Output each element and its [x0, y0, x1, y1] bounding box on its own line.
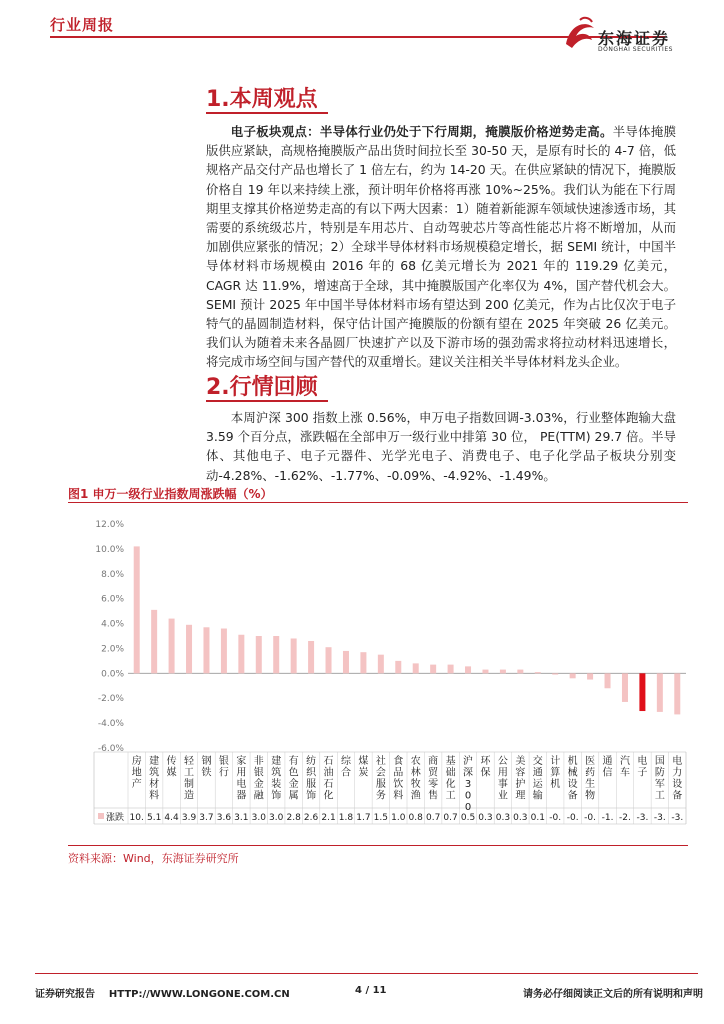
section2-underline — [206, 400, 328, 402]
category-label: 房地产 — [131, 756, 142, 790]
bar-钢铁 — [203, 627, 209, 673]
bar-医药生物 — [587, 673, 593, 679]
page-number: 4 / 11 — [355, 985, 387, 996]
category-label: 公用事业 — [497, 756, 508, 802]
value-label: 0.8 — [408, 813, 423, 823]
category-label: 非银金融 — [253, 756, 264, 802]
section1-lead: 电子板块观点：半导体行业仍处于下行周期，掩膜版价格逆势走高。 — [230, 124, 613, 139]
category-label: 环保 — [480, 756, 491, 779]
bar-食品饮料 — [395, 661, 401, 673]
category-label: 电子 — [637, 756, 648, 779]
footer-disclaimer: 请务必仔细阅读正文后的所有说明和声明 — [523, 989, 703, 1000]
value-label: 4.4 — [164, 813, 179, 823]
bar-建筑装饰 — [273, 636, 279, 673]
y-tick-label: 4.0% — [101, 619, 124, 630]
bar-交通运输 — [535, 672, 541, 673]
value-label: 2.6 — [303, 813, 319, 823]
value-label: 3.1 — [234, 813, 249, 823]
section1-paragraph — [206, 122, 676, 372]
logo-dragon-icon — [560, 14, 600, 54]
value-label: 0.1 — [530, 813, 545, 823]
figure-source: 资料来源：Wind，东海证券研究所 — [68, 852, 239, 865]
value-label: 3.9 — [181, 813, 197, 823]
value-label: -1. — [601, 813, 614, 823]
value-label: 1.7 — [356, 813, 371, 823]
category-label: 基础化工 — [445, 756, 456, 802]
legend-swatch — [98, 813, 104, 819]
bar-纺织服饰 — [308, 641, 314, 673]
bar-chart — [68, 508, 690, 843]
category-label: 钢铁 — [201, 756, 212, 779]
y-tick-label: -4.0% — [97, 719, 124, 730]
value-label: -0. — [566, 813, 579, 823]
value-label: 0.3 — [513, 813, 528, 823]
category-label: 综合 — [340, 756, 351, 779]
bar-社会服务 — [378, 655, 384, 674]
bar-电力设备 — [674, 673, 680, 714]
category-label: 有色金属 — [288, 756, 299, 802]
value-label: -3. — [671, 813, 684, 823]
y-tick-label: 12.0% — [95, 520, 124, 530]
bar-建筑材料 — [151, 610, 157, 673]
bar-环保 — [482, 670, 488, 674]
bar-有色金属 — [291, 638, 297, 673]
value-label: 3.6 — [216, 813, 232, 823]
y-tick-label: 0.0% — [101, 669, 124, 680]
y-tick-label: 2.0% — [101, 644, 124, 655]
value-label: 3.7 — [199, 813, 214, 823]
value-label: 2.1 — [321, 813, 336, 823]
bar-房地产 — [134, 546, 140, 673]
section1-underline — [206, 112, 328, 114]
bar-石油石化 — [326, 647, 332, 673]
value-label: -3. — [653, 813, 666, 823]
value-label: -0. — [584, 813, 597, 823]
y-tick-label: -2.0% — [97, 694, 124, 705]
value-label: -3. — [636, 813, 649, 823]
footer-divider — [35, 973, 698, 974]
value-label: 5.1 — [146, 813, 162, 823]
bar-综合 — [343, 651, 349, 673]
bar-机械设备 — [570, 673, 576, 678]
value-label: 0.3 — [478, 813, 493, 823]
category-label: 交通运输 — [532, 756, 543, 802]
category-label: 煤炭 — [358, 756, 369, 779]
bar-汽车 — [622, 673, 628, 702]
bar-电子 — [639, 673, 645, 711]
bar-传媒 — [169, 619, 175, 674]
value-label: 3.0 — [269, 813, 284, 823]
category-label: 机械设备 — [567, 756, 578, 802]
bar-chart-svg — [68, 508, 690, 843]
category-label: 通信 — [602, 756, 613, 779]
value-label: -0. — [549, 813, 562, 823]
category-label: 农林牧渔 — [410, 756, 421, 802]
category-label: 纺织服饰 — [306, 756, 317, 802]
report-type: 行业周报 — [50, 16, 115, 34]
section1-body: 半导体掩膜版供应紧缺，高规格掩膜版产品出货时间拉长至 30-50 天，是原有时长的 4-7 倍，低规格产品交付产品也增长了 1 倍左右，约为 14-20 天。在供应紧缺的情况下，掩膜版价格自 19 年以来持续上涨，预计明年价格将再涨 10%~25%。我们认为能在下行周期里支撑其价格逆势走高的有以下两大因素：1）随着新能源车领域快速渗透市场，其需要的系统级芯片，特别是车用芯片、自动驾驶芯片等高性能芯片将不断增加，从而加剧供应紧张的情况；2）全球半导体材料市场规模稳定增长，据 SEMI 统计，中国半导体材料市场规模由 2016 年的 68 亿美元增长为 2021 年的 119.29 亿美元，CAGR 达 11.9%，增速高于全球，其中掩膜版国产化率仅为 4%，国产替代机会大。SEMI 预计 2025 年中国半导体材料市场有望达到 200 亿美元，作为占比仅次于电子特气的晶圆制造材料，保守估计国产掩膜版的份额有望在 2025 年突破 26 亿美元。我们认为随着未来各晶圆厂快速扩产以及下游市场的强劲需求将拉动材料迅速增长，将完成市场空间与国产替代的双重增长。建议关注相关半导体材料龙头企业。 — [206, 124, 677, 370]
category-label: 电力设备 — [672, 756, 683, 802]
bar-沪深300 — [465, 666, 471, 673]
value-label: 10. — [129, 813, 144, 823]
y-tick-label: 6.0% — [101, 594, 124, 605]
bar-商贸零售 — [430, 665, 436, 674]
category-label: 食品饮料 — [393, 756, 404, 802]
bar-通信 — [605, 673, 611, 688]
value-label: 0.3 — [495, 813, 511, 823]
value-label: 1.0 — [391, 813, 406, 823]
y-tick-label: 8.0% — [101, 569, 124, 580]
category-label: 沪深 3 0 0 — [463, 756, 474, 813]
value-label: 2.8 — [286, 813, 301, 823]
value-label: 0.7 — [425, 813, 441, 823]
category-label: 计算机 — [550, 756, 561, 790]
bar-非银金融 — [256, 636, 262, 673]
logo-text-cn: 东海证券 — [598, 29, 671, 48]
figure-bottom-divider — [68, 845, 688, 846]
bar-计算机 — [552, 673, 558, 674]
value-label: 3.0 — [251, 813, 266, 823]
category-label: 国防军工 — [654, 756, 665, 802]
value-label: 0.5 — [460, 813, 476, 823]
bar-国防军工 — [657, 673, 663, 712]
bar-基础化工 — [448, 665, 454, 674]
category-label: 建筑材料 — [149, 756, 160, 802]
bar-公用事业 — [500, 670, 506, 674]
figure-title-divider — [68, 502, 688, 503]
footer-left-text: 证券研究报告 HTTP://WWW.LONGONE.COM.CN — [35, 989, 290, 1000]
category-label: 商贸零售 — [428, 756, 439, 802]
bar-煤炭 — [360, 652, 366, 673]
category-label: 汽车 — [619, 756, 630, 779]
logo-text-en: DONGHAI SECURITIES — [598, 46, 673, 53]
category-label: 社会服务 — [375, 756, 386, 802]
y-tick-label: 10.0% — [95, 544, 124, 555]
category-label: 建筑装饰 — [271, 756, 282, 802]
legend-label: 涨跌 — [106, 813, 125, 823]
category-label: 医药生物 — [585, 756, 596, 802]
bar-银行 — [221, 629, 227, 674]
category-label: 家用电器 — [236, 756, 247, 802]
bar-农林牧渔 — [413, 663, 419, 673]
bar-美容护理 — [517, 670, 523, 674]
section2-body: 本周沪深 300 指数上涨 0.56%，申万电子指数回调-3.03%，行业整体跑输大盘 3.59 个百分点，涨跌幅在全部申万一级行业中排第 30 位， PE(TTM) 29.7 倍。半导体、其他电子、电子元器件、光学光电子、消费电子、电子化学品子板块分别变动-4.28%、-1.62%、-1.77%、-0.09%、-4.92%、-1.49%。 — [206, 410, 676, 483]
value-label: 1.5 — [373, 813, 389, 823]
category-label: 轻工制造 — [184, 756, 195, 802]
section1-title: 1.本周观点 — [206, 87, 318, 112]
value-label: 0.7 — [443, 813, 458, 823]
category-label: 石油石化 — [323, 756, 334, 802]
category-label: 传媒 — [166, 756, 177, 779]
category-label: 美容护理 — [515, 756, 526, 802]
value-label: 1.8 — [338, 813, 354, 823]
figure-title: 图1 申万一级行业指数周涨跌幅（%） — [68, 487, 273, 501]
bar-轻工制造 — [186, 625, 192, 674]
y-tick-label: -6.0% — [97, 744, 124, 754]
category-label: 银行 — [218, 756, 229, 779]
section2-title: 2.行情回顾 — [206, 375, 318, 400]
section2-paragraph — [206, 408, 676, 485]
value-label: -2. — [619, 813, 631, 823]
bar-家用电器 — [238, 635, 244, 674]
